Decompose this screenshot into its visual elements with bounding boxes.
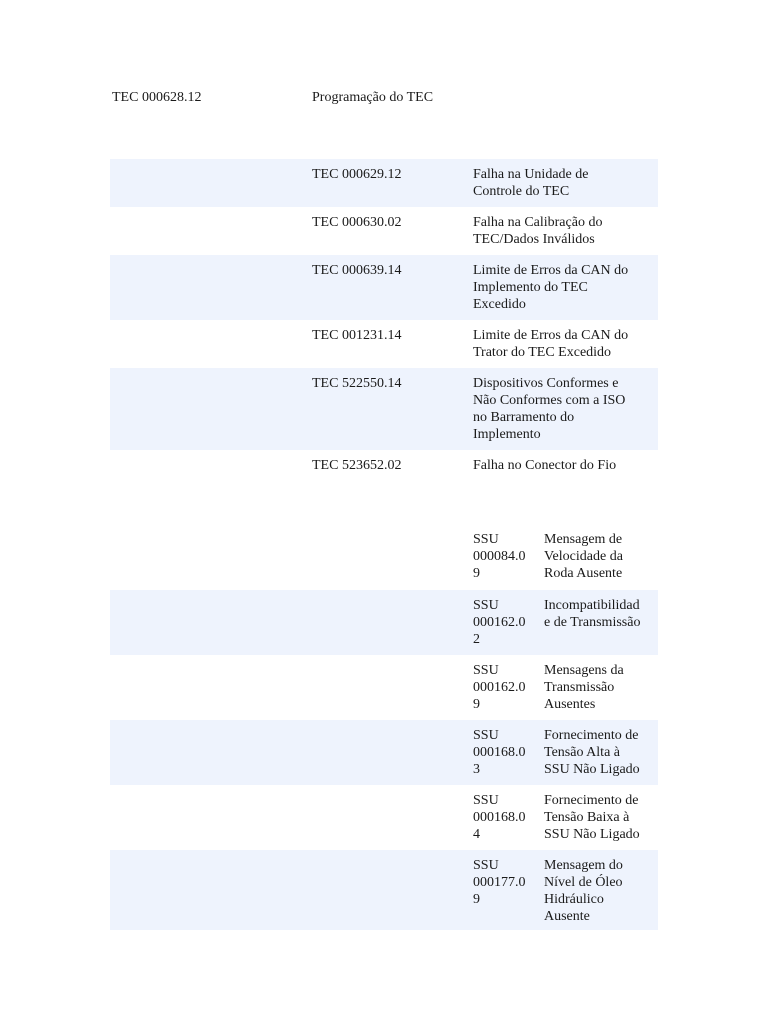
document-header bbox=[0, 89, 768, 109]
fault-description: Falha na Unidade de Controle do TEC bbox=[473, 167, 589, 199]
table-row bbox=[110, 450, 658, 498]
table-row bbox=[110, 720, 658, 785]
fault-code: SSU 000162.0 2 bbox=[473, 598, 526, 647]
fault-description: Mensagens da Transmissão Ausentes bbox=[544, 663, 624, 712]
table-row bbox=[110, 524, 658, 590]
fault-code: SSU 000084.0 9 bbox=[473, 532, 526, 581]
table-row bbox=[110, 320, 658, 368]
fault-description: Fornecimento de Tensão Baixa à SSU Não Ligado bbox=[544, 793, 640, 842]
table-row bbox=[110, 255, 658, 320]
fault-description: Incompatibilidad e de Transmissão bbox=[544, 598, 641, 630]
fault-code: SSU 000162.0 9 bbox=[473, 663, 526, 712]
fault-code: TEC 001231.14 bbox=[312, 328, 402, 343]
fault-description: Dispositivos Conformes e Não Conformes com a ISO no Barramento do Implemento bbox=[473, 376, 626, 442]
fault-code: TEC 000629.12 bbox=[312, 167, 402, 182]
fault-description: Falha na Calibração do TEC/Dados Inválidos bbox=[473, 215, 603, 247]
table-row bbox=[110, 785, 658, 850]
fault-description: Mensagem de Velocidade da Roda Ausente bbox=[544, 532, 623, 581]
fault-code: SSU 000168.0 3 bbox=[473, 728, 526, 777]
header-title: Programação do TEC bbox=[312, 90, 434, 105]
fault-code: SSU 000177.0 9 bbox=[473, 858, 526, 907]
fault-description: Mensagem do Nível de Óleo Hidráulico Ausente bbox=[544, 858, 623, 924]
header-code: TEC 000628.12 bbox=[112, 90, 202, 105]
fault-description: Falha no Conector do Fio bbox=[473, 458, 617, 473]
table-row bbox=[110, 655, 658, 720]
fault-code: SSU 000168.0 4 bbox=[473, 793, 526, 842]
fault-description: Limite de Erros da CAN do Trator do TEC Excedido bbox=[473, 328, 629, 360]
fault-description: Limite de Erros da CAN do Implemento do TEC Excedido bbox=[473, 263, 629, 312]
fault-code: TEC 000639.14 bbox=[312, 263, 402, 278]
table-row bbox=[110, 159, 658, 207]
fault-code: TEC 523652.02 bbox=[312, 458, 402, 473]
table-row bbox=[110, 590, 658, 655]
table-row bbox=[110, 850, 658, 930]
table-row bbox=[110, 207, 658, 255]
fault-description: Fornecimento de Tensão Alta à SSU Não Ligado bbox=[544, 728, 640, 777]
table-row bbox=[110, 368, 658, 450]
fault-code: TEC 522550.14 bbox=[312, 376, 402, 391]
fault-code: TEC 000630.02 bbox=[312, 215, 402, 230]
